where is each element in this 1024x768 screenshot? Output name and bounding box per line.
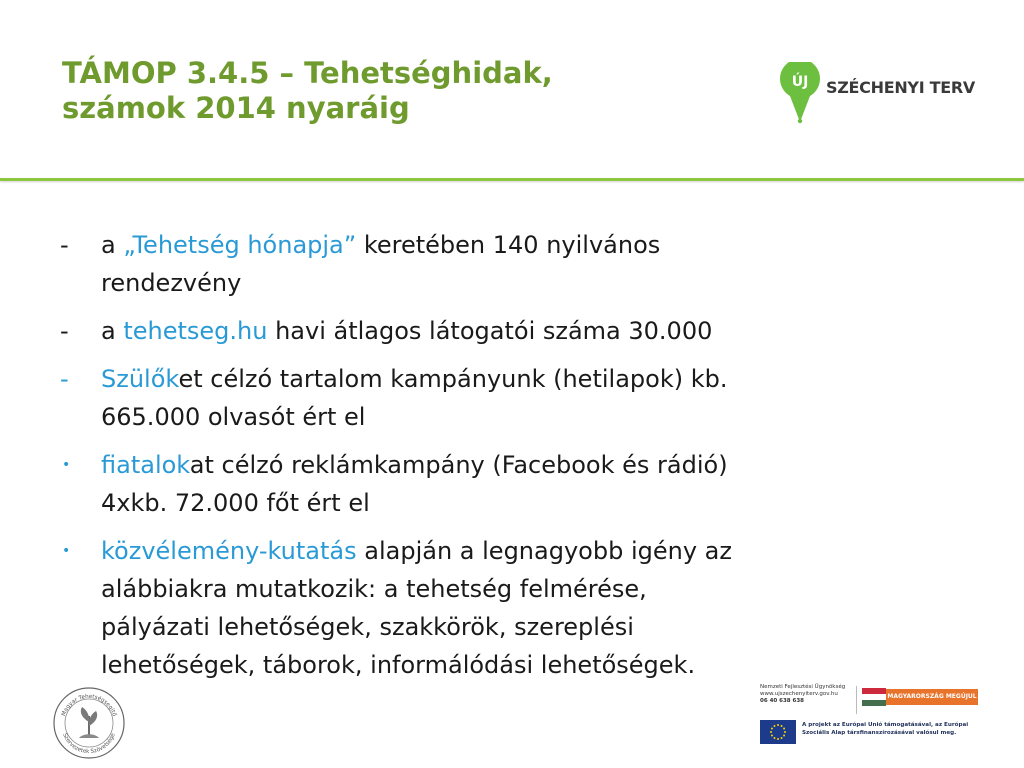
body-text: pályázati lehetőségek, szakkörök, szereplési: [101, 613, 634, 641]
list-item-line: [101, 360, 960, 398]
eu-star: [777, 724, 779, 726]
highlighted-text: Szülők: [101, 365, 179, 393]
dash-marker: -: [60, 317, 69, 345]
eu-star: [781, 725, 783, 727]
body-text: lehetőségek, táborok, informálódási lehetőségek.: [101, 651, 696, 679]
list-item-line: [101, 484, 960, 522]
body-text: keretében 140 nyilvános: [356, 231, 661, 259]
body-text: et célzó tartalom kampányunk (hetilapok) kb.: [178, 365, 728, 393]
agency-info: [760, 684, 850, 705]
highlighted-text: fiatalok: [101, 451, 190, 479]
list-item-line: [101, 532, 960, 570]
dash-marker: -: [60, 231, 69, 259]
list-item-line: [101, 646, 960, 684]
logo-pin-text: ÚJ: [791, 74, 809, 90]
bullet-dot-icon: •: [62, 457, 71, 473]
seal-bottom-text: Szervezetek Szövetsége: [61, 732, 117, 756]
seal-top-text: Magyar Tehetségsegítő: [61, 693, 117, 718]
eu-star: [771, 735, 773, 737]
hungarian-flag-icon: [862, 688, 886, 706]
list-item-line: [101, 398, 960, 436]
eu-star: [770, 731, 772, 733]
body-text: at célzó reklámkampány (Facebook és rádió): [189, 451, 728, 479]
body-text: havi átlagos látogatói száma 30.000: [267, 317, 713, 345]
title-line: számok 2014 nyaráig: [62, 91, 410, 126]
list-item-line: [101, 226, 960, 264]
logo-wordmark: SZÉCHENYI TERV: [826, 78, 975, 97]
list-item-line: [101, 608, 960, 646]
list-item-line: [101, 446, 960, 484]
eu-funding-text: [802, 721, 992, 737]
list-item: [60, 312, 960, 350]
title-line: TÁMOP 3.4.5 – Tehetséghidak,: [62, 56, 553, 90]
eu-text-line: A projekt az Európai Unió támogatásával, az Európai: [802, 722, 969, 728]
list-item-line: [101, 264, 960, 302]
eu-star: [774, 725, 776, 727]
highlighted-text: közvélemény-kutatás: [101, 537, 357, 565]
list-item-line: [101, 570, 960, 608]
list-item: [60, 446, 960, 522]
body-text: 665.000 olvasót ért el: [101, 403, 366, 431]
body-text: alapján a legnagyobb igény az: [356, 537, 732, 565]
body-text: a: [101, 231, 124, 259]
eu-star: [771, 728, 773, 730]
map-pin-icon: [778, 62, 822, 124]
eu-star: [783, 735, 785, 737]
highlighted-text: tehetseg.hu: [123, 317, 268, 345]
agency-line: Nemzeti Fejlesztési Ügynökség: [760, 684, 846, 690]
list-item-line: [101, 312, 960, 350]
highlighted-text: „Tehetség hónapja”: [123, 231, 357, 259]
eu-star: [783, 728, 785, 730]
list-item: [60, 360, 960, 436]
header-divider: [0, 178, 1024, 181]
eu-flag-icon: [760, 720, 796, 744]
eu-star: [781, 737, 783, 739]
body-text: alábbiakra mutatkozik: a tehetség felmérése,: [101, 575, 647, 603]
agency-line: www.ujszechenyiterv.gov.hu: [760, 691, 838, 697]
body-text: rendezvény: [101, 269, 242, 297]
bullet-list: [60, 226, 960, 694]
eu-funding-block: [760, 684, 990, 764]
agency-line: 06 40 638 638: [760, 698, 805, 704]
magyarorszag-megujul-banner: MAGYARORSZÁG MEGÚJUL: [886, 689, 978, 705]
talent-association-seal: [52, 686, 126, 760]
eu-text-line: Szociális Alap társfinanszírozásával valósul meg.: [802, 730, 957, 736]
slide-title: [62, 56, 702, 127]
bullet-dot-icon: •: [62, 543, 71, 559]
eu-star: [784, 731, 786, 733]
eu-star: [777, 738, 779, 740]
funding-divider: [856, 686, 857, 714]
dash-marker: -: [60, 365, 69, 393]
body-text: a: [101, 317, 124, 345]
eu-star: [774, 737, 776, 739]
uj-szechenyi-terv-logo: [778, 62, 978, 128]
list-item: [60, 532, 960, 684]
body-text: 4xkb. 72.000 főt ért el: [101, 489, 370, 517]
list-item: [60, 226, 960, 302]
